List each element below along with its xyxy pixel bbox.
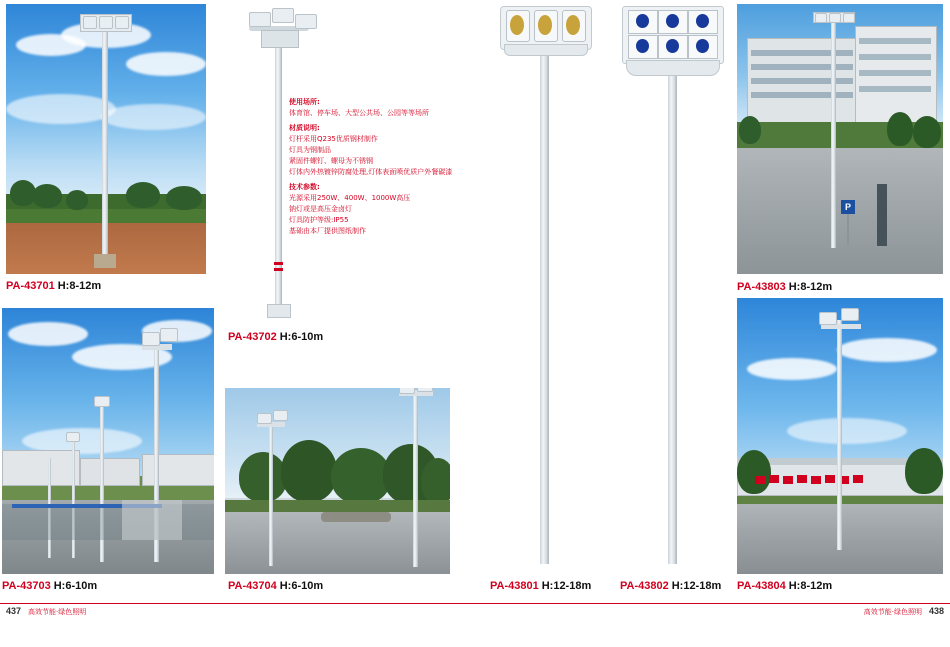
product-code: PA-43803 — [737, 281, 786, 293]
product-code: PA-43703 — [2, 580, 51, 592]
product-photo-pa-43701 — [6, 4, 206, 274]
product-height: H:8-12m — [788, 281, 833, 293]
specification-text — [289, 97, 469, 241]
product-code: PA-43704 — [228, 580, 277, 592]
spec-line: 光源采用250W、400W、1000W高压 — [289, 194, 411, 202]
spec-group-1 — [289, 123, 469, 178]
page-number-left: 437 — [6, 606, 22, 616]
footer-tagline-right: 高效节能·绿色照明 — [863, 608, 922, 616]
caption-pa-43704 — [228, 580, 323, 592]
spec-line: 灯具为钢制品 — [289, 146, 331, 154]
product-height: H:12-18m — [541, 580, 592, 592]
product-photo-pa-43801 — [480, 2, 610, 577]
product-photo-pa-43703 — [2, 308, 214, 574]
caption-pa-43804 — [737, 580, 832, 592]
spec-line: 钠灯或是高压金卤灯 — [289, 205, 352, 213]
product-code: PA-43702 — [228, 331, 277, 343]
product-height: H:8-12m — [788, 580, 833, 592]
spec-line: 紧固件螺钉、螺母为不锈钢 — [289, 157, 373, 165]
caption-pa-43702 — [228, 331, 323, 343]
product-height: H:6-10m — [279, 580, 324, 592]
product-height: H:6-10m — [53, 580, 98, 592]
spec-line: 灯体内外热镀锌防腐处理,灯体表面喷优质户外餐碳漆 — [289, 168, 453, 176]
caption-pa-43701 — [6, 280, 101, 292]
spec-heading: 使用场所: — [289, 98, 320, 106]
spec-group-0 — [289, 97, 469, 119]
caption-pa-43703 — [2, 580, 97, 592]
spec-group-2 — [289, 182, 469, 237]
spec-line: 灯杆采用Q235优质钢材制作 — [289, 135, 378, 143]
product-code: PA-43804 — [737, 580, 786, 592]
product-code: PA-43701 — [6, 280, 55, 292]
parking-sign-icon: P — [841, 200, 855, 214]
product-height: H:8-12m — [57, 280, 102, 292]
page-number-right: 438 — [928, 606, 944, 616]
spec-line: 基础由本厂提供图纸制作 — [289, 227, 366, 235]
product-height: H:12-18m — [671, 580, 722, 592]
caption-pa-43801 — [490, 580, 591, 592]
product-photo-pa-43704 — [225, 388, 450, 574]
footer-tagline-left: 高效节能·绿色照明 — [28, 608, 87, 616]
product-code: PA-43802 — [620, 580, 669, 592]
product-code: PA-43801 — [490, 580, 539, 592]
product-height: H:6-10m — [279, 331, 324, 343]
spec-heading: 技术参数: — [289, 183, 320, 191]
caption-pa-43803 — [737, 281, 832, 293]
spec-heading: 材质说明: — [289, 124, 320, 132]
spec-line: 灯具防护等级:IP55 — [289, 216, 349, 224]
footer-divider — [0, 603, 950, 604]
product-photo-pa-43804 — [737, 298, 943, 574]
caption-pa-43802 — [620, 580, 721, 592]
spec-line: 体育馆、停车场、大型公共场、公园等等场所 — [289, 109, 429, 117]
product-photo-pa-43802 — [610, 2, 735, 577]
product-photo-pa-43803 — [737, 4, 943, 274]
